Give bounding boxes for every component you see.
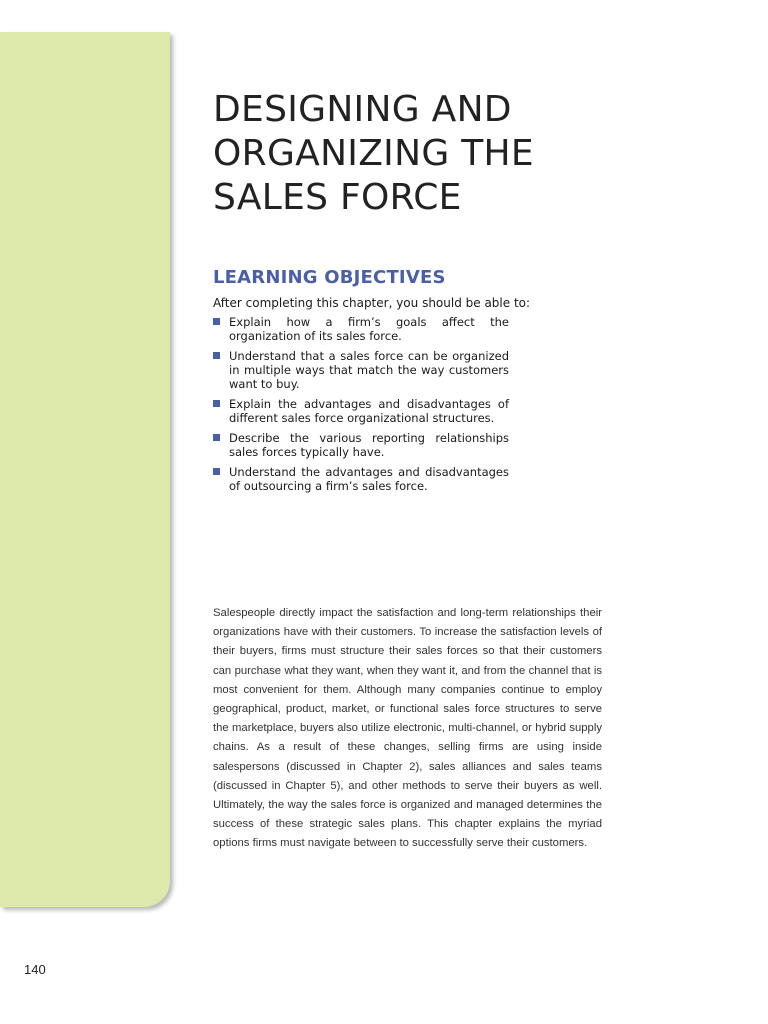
square-bullet-icon — [213, 400, 220, 407]
chapter-title — [213, 88, 613, 220]
square-bullet-icon — [213, 352, 220, 359]
chapter-title-line-2: ORGANIZING THE — [213, 133, 534, 174]
learning-objective-text: Explain how a firm’s goals affect the organization of its sales force. — [229, 315, 509, 343]
learning-objective-text: Understand that a sales force can be organized in multiple ways that match the way customers want to buy. — [229, 349, 509, 391]
learning-objective-text: Understand the advantages and disadvantages of outsourcing a firm’s sales force. — [229, 465, 509, 493]
square-bullet-icon — [213, 318, 220, 325]
learning-objective-item — [213, 315, 509, 343]
chapter-title-line-1: DESIGNING AND — [213, 89, 512, 130]
learning-objective-text: Explain the advantages and disadvantages of different sales force organizational structures. — [229, 397, 509, 425]
square-bullet-icon — [213, 468, 220, 475]
learning-objective-text: Describe the various reporting relationships sales forces typically have. — [229, 431, 509, 459]
side-panel — [0, 32, 170, 907]
chapter-title-line-3: SALES FORCE — [213, 177, 462, 218]
chapter-intro-paragraph: Salespeople directly impact the satisfaction and long-term relationships their organizations have with their customers. To increase the satisfaction levels of their buyers, firms must structure their sales forces so that their customers can purchase what they want, when they want it, and from the channel that is most convenient for them. Although many companies continue to employ geographical, product, market, or functional sales force structures to serve the marketplace, buyers also utilize electronic, multi-channel, or hybrid supply chains. As a result of these changes, selling firms are using inside salespersons (discussed in Chapter 2), sales alliances and sales teams (discussed in Chapter 5), and other methods to serve their buyers as well. Ultimately, the way the sales force is organized and managed determines the success of these strategic sales plans. This chapter explains the myriad options firms must navigate between to successfully serve their customers. — [213, 607, 602, 850]
learning-objective-item — [213, 349, 509, 391]
learning-objectives-heading: LEARNING OBJECTIVES — [213, 267, 446, 288]
square-bullet-icon — [213, 434, 220, 441]
learning-objective-item — [213, 397, 509, 425]
learning-objectives-list — [213, 315, 509, 499]
learning-objectives-intro: After completing this chapter, you should be able to: — [213, 296, 531, 310]
learning-objective-item — [213, 431, 509, 459]
learning-objective-item — [213, 465, 509, 493]
page-number: 140 — [24, 962, 46, 977]
